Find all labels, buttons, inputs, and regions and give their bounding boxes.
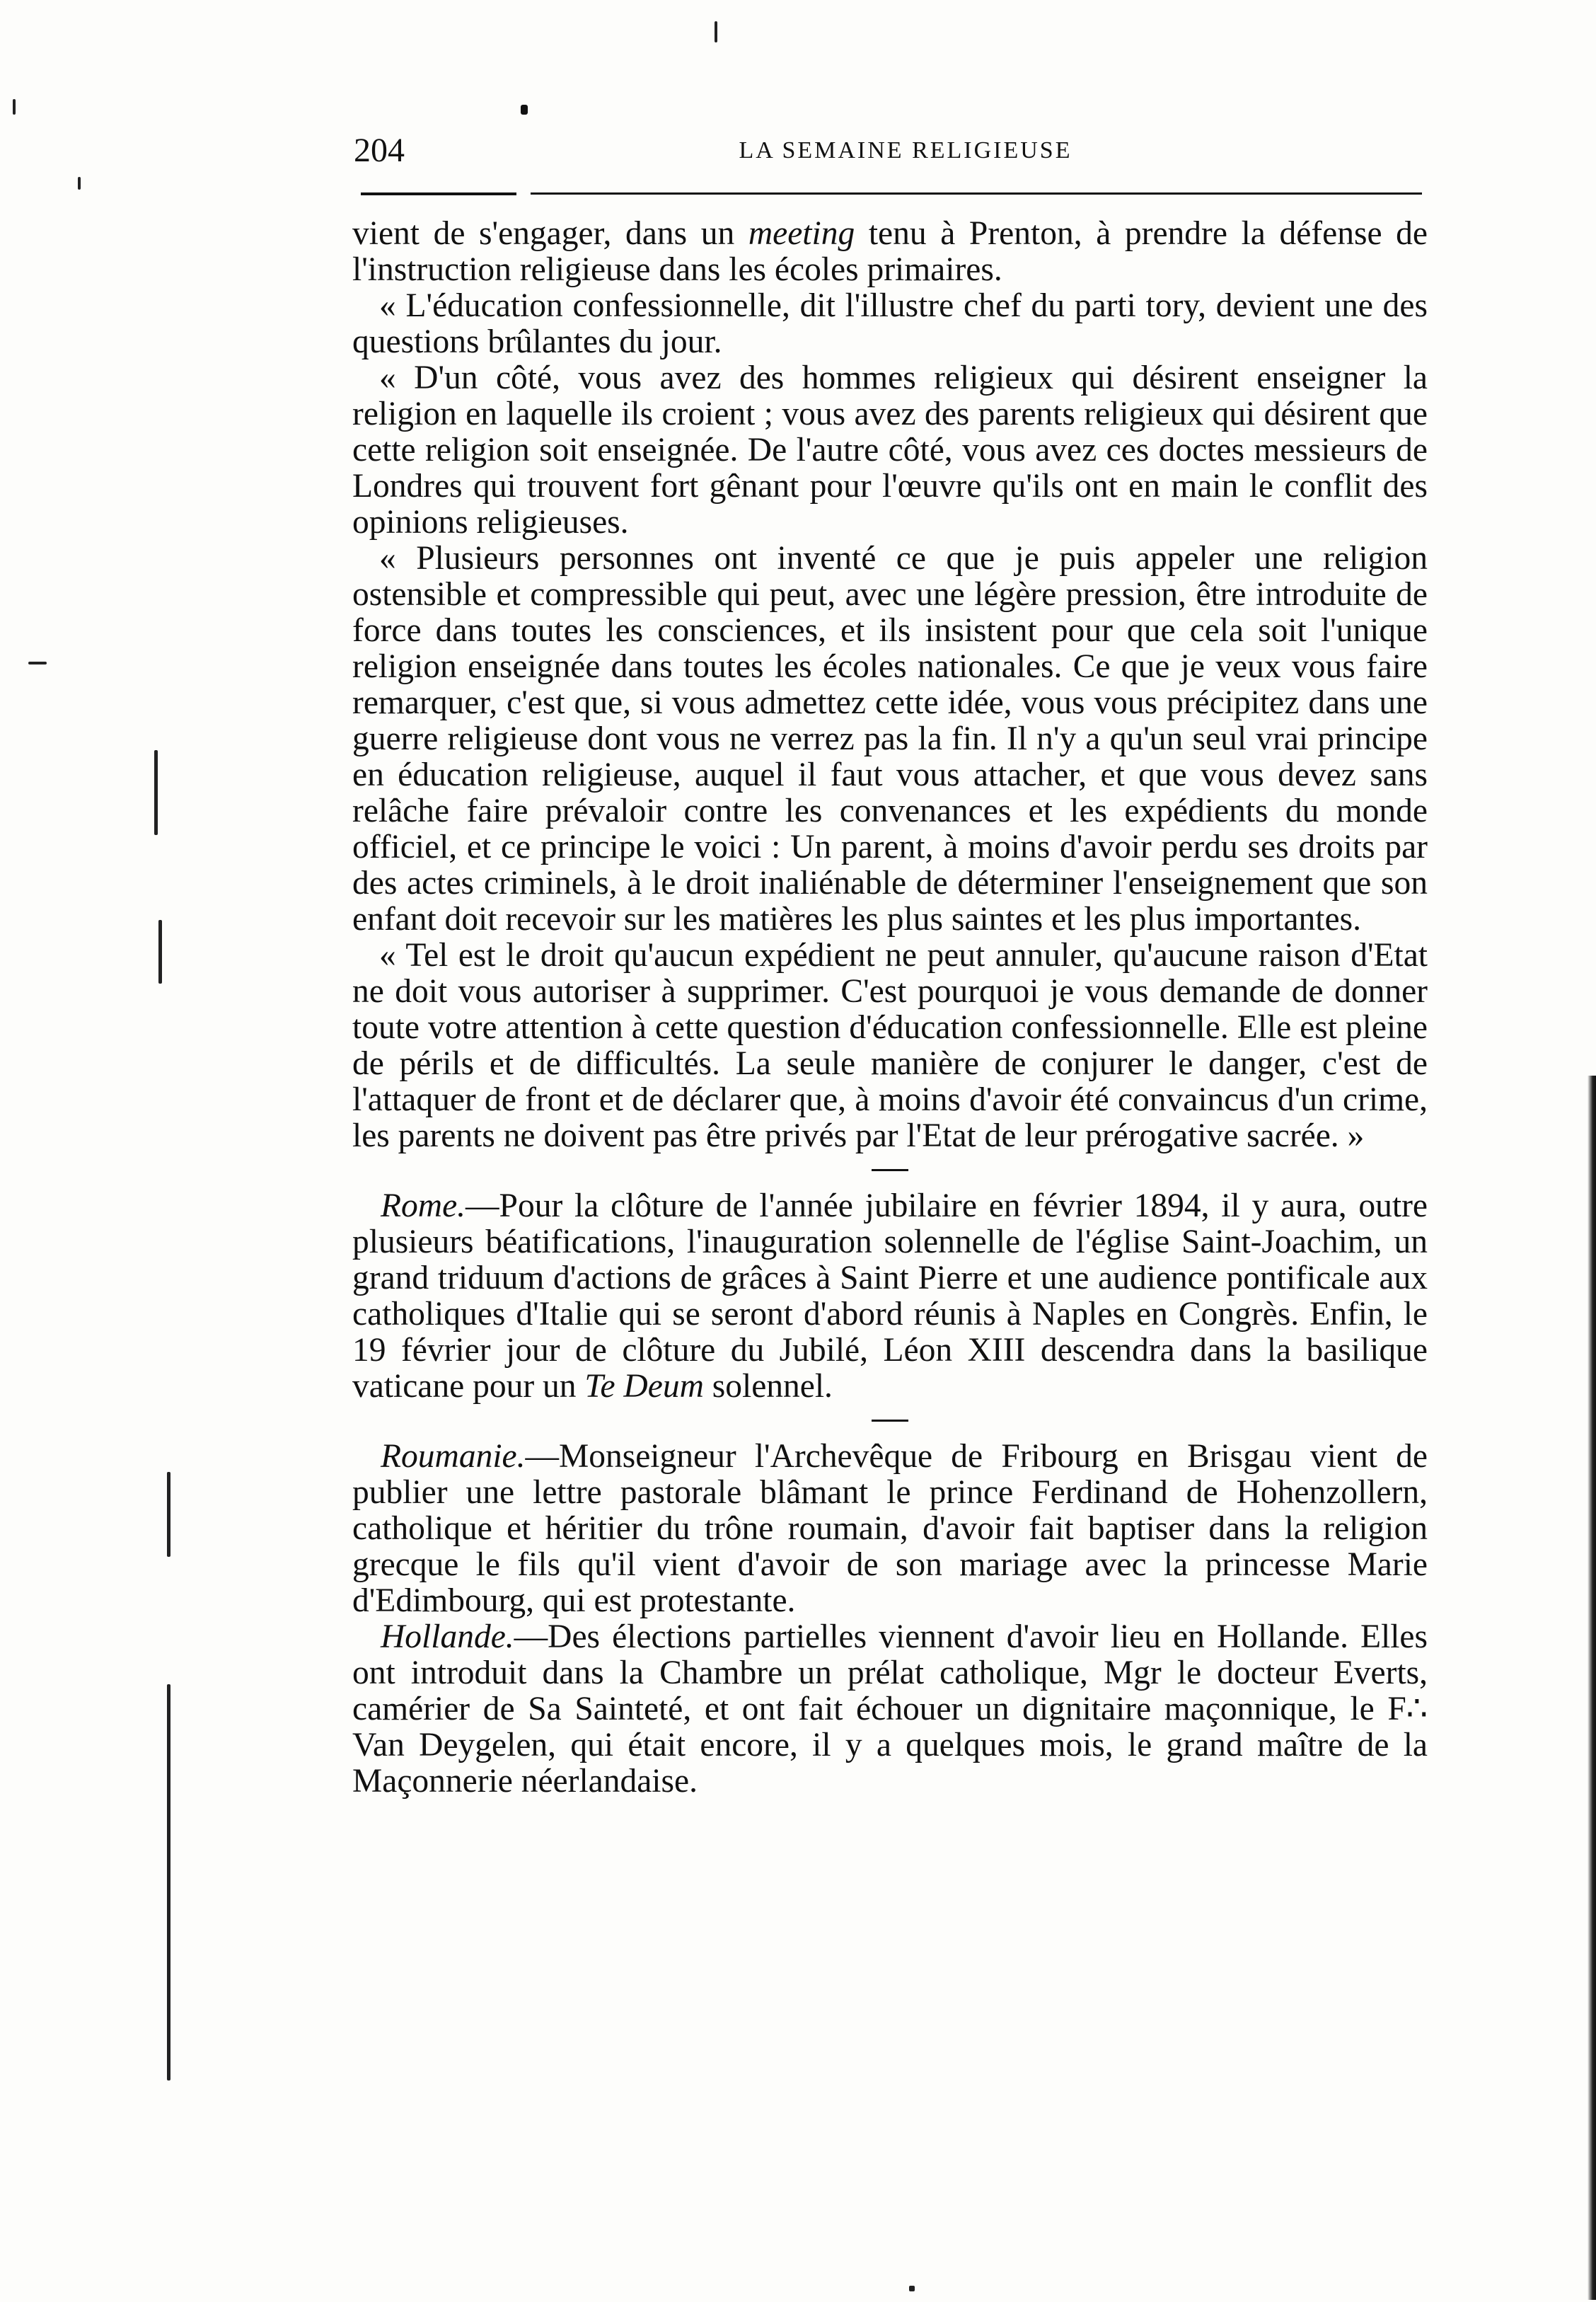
section-text: solennel.	[703, 1368, 833, 1405]
italic-term: meeting	[748, 215, 855, 252]
section-separator	[872, 1169, 908, 1171]
news-item-hollande	[352, 1619, 1428, 1800]
scan-speck	[78, 177, 81, 190]
scan-speck	[909, 2286, 915, 2291]
news-item-roumanie	[352, 1439, 1428, 1619]
header-rule-left	[361, 192, 516, 195]
scan-speck	[28, 662, 47, 664]
scan-speck	[13, 99, 16, 115]
scan-speck	[158, 920, 162, 984]
ink-dot	[521, 105, 528, 115]
paragraph	[352, 216, 1428, 288]
header-rule-right	[531, 192, 1422, 195]
news-item-rome	[352, 1188, 1428, 1405]
quote-paragraph: « L'éducation confessionnelle, dit l'illustre chef du parti tory, devient une des questions brûlantes du jour.	[352, 287, 1428, 360]
paragraph-text: tenu à Prenton, à prendre la défense de l'instruction religieuse dans les écoles primaires.	[352, 215, 1428, 288]
italic-term: Te Deum	[584, 1368, 704, 1405]
running-head	[354, 126, 1429, 175]
running-title: LA SEMAINE RELIGIEUSE	[739, 137, 1072, 163]
body-text	[352, 216, 1428, 1800]
section-separator	[872, 1420, 908, 1422]
section-text: —Pour la clôture de l'année jubilaire en février 1894, il y aura, outre plusieurs béatifications, l'inauguration solennelle de l'église Saint-Joachim, un grand triduum d'actions de grâces à Saint Pierre et une audience pontificale aux catholiques d'Italie qui se seront d'abord réunis à Naples en Congrès. Enfin, le 19 février jour de clôture du Jubilé, Léon XIII descendra dans la basilique vaticane pour un	[352, 1187, 1428, 1405]
scan-speck	[154, 750, 158, 835]
scan-speck	[167, 1472, 170, 1557]
paragraph-text: vient de s'engager, dans un	[352, 215, 748, 252]
scan-speck	[167, 1684, 170, 2081]
section-text: —Monseigneur l'Archevêque de Fribourg en Brisgau vient de publier une lettre pastorale blâmant le prince Ferdinand de Hohenzollern, catholique et héritier du trône roumain, d'avoir fait baptiser dans la religion grecque le fils qu'il vient d'avoir de son mariage avec la princesse Marie d'Edimbourg, qui est protestante.	[352, 1438, 1428, 1619]
quote-paragraph: « Plusieurs personnes ont inventé ce que je puis appeler une religion ostensible et compressible qui peut, avec une légère pression, être introduite de force dans toutes les consciences, et ils insistent pour que cela soit l'unique religion enseignée dans toutes les écoles nationales. Ce que je veux vous faire remarquer, c'est que, si vous admettez cette idée, vous vous précipitez dans une guerre religieuse dont vous ne verrez pas la fin. Il n'y a qu'un seul vrai principe en éducation religieuse, auquel il faut vous attacher, et que vous devez sans relâche faire prévaloir contre les convenances et les expédients du monde officiel, et ce principe le voici : Un parent, à moins d'avoir perdu ses droits par des actes criminels, à le droit inaliénable de déterminer l'enseignement que son enfant doit recevoir sur les matières les plus saintes et les plus importantes.	[352, 540, 1428, 938]
scan-speck	[715, 21, 717, 42]
scan-edge	[1588, 1076, 1596, 2300]
section-text: —Des élections partielles viennent d'avoir lieu en Hollande. Elles ont introduit dans la Chambre un prélat catholique, Mgr le docteur Everts, camérier de Sa Sainteté, et ont fait échouer un dignitaire maçonnique, le F∴ Van Deygelen, qui était encore, il y a quelques mois, le grand maître de la Maçonnerie néerlandaise.	[352, 1618, 1428, 1800]
section-heading: Hollande.	[381, 1618, 514, 1655]
page-number: 204	[354, 132, 405, 169]
quote-paragraph: « D'un côté, vous avez des hommes religieux qui désirent enseigner la religion en laquelle ils croient ; vous avez des parents religieux qui désirent que cette religion soit enseignée. De l'autre côté, vous avez ces doctes messieurs de Londres qui trouvent fort gênant pour l'œuvre qu'ils ont en main le conflit des opinions religieuses.	[352, 359, 1428, 541]
section-heading: Rome.	[381, 1187, 466, 1224]
quote-paragraph: « Tel est le droit qu'aucun expédient ne peut annuler, qu'aucune raison d'Etat ne doit vous autoriser à supprimer. C'est pourquoi je vous demande de donner toute votre attention à cette question d'éducation confessionnelle. Elle est pleine de périls et de difficultés. La seule manière de conjurer le danger, c'est de l'attaquer de front et de déclarer que, à moins d'avoir été convaincus d'un crime, les parents ne doivent pas être privés par l'Etat de leur prérogative sacrée. »	[352, 937, 1428, 1154]
section-heading: Roumanie.	[381, 1438, 526, 1475]
